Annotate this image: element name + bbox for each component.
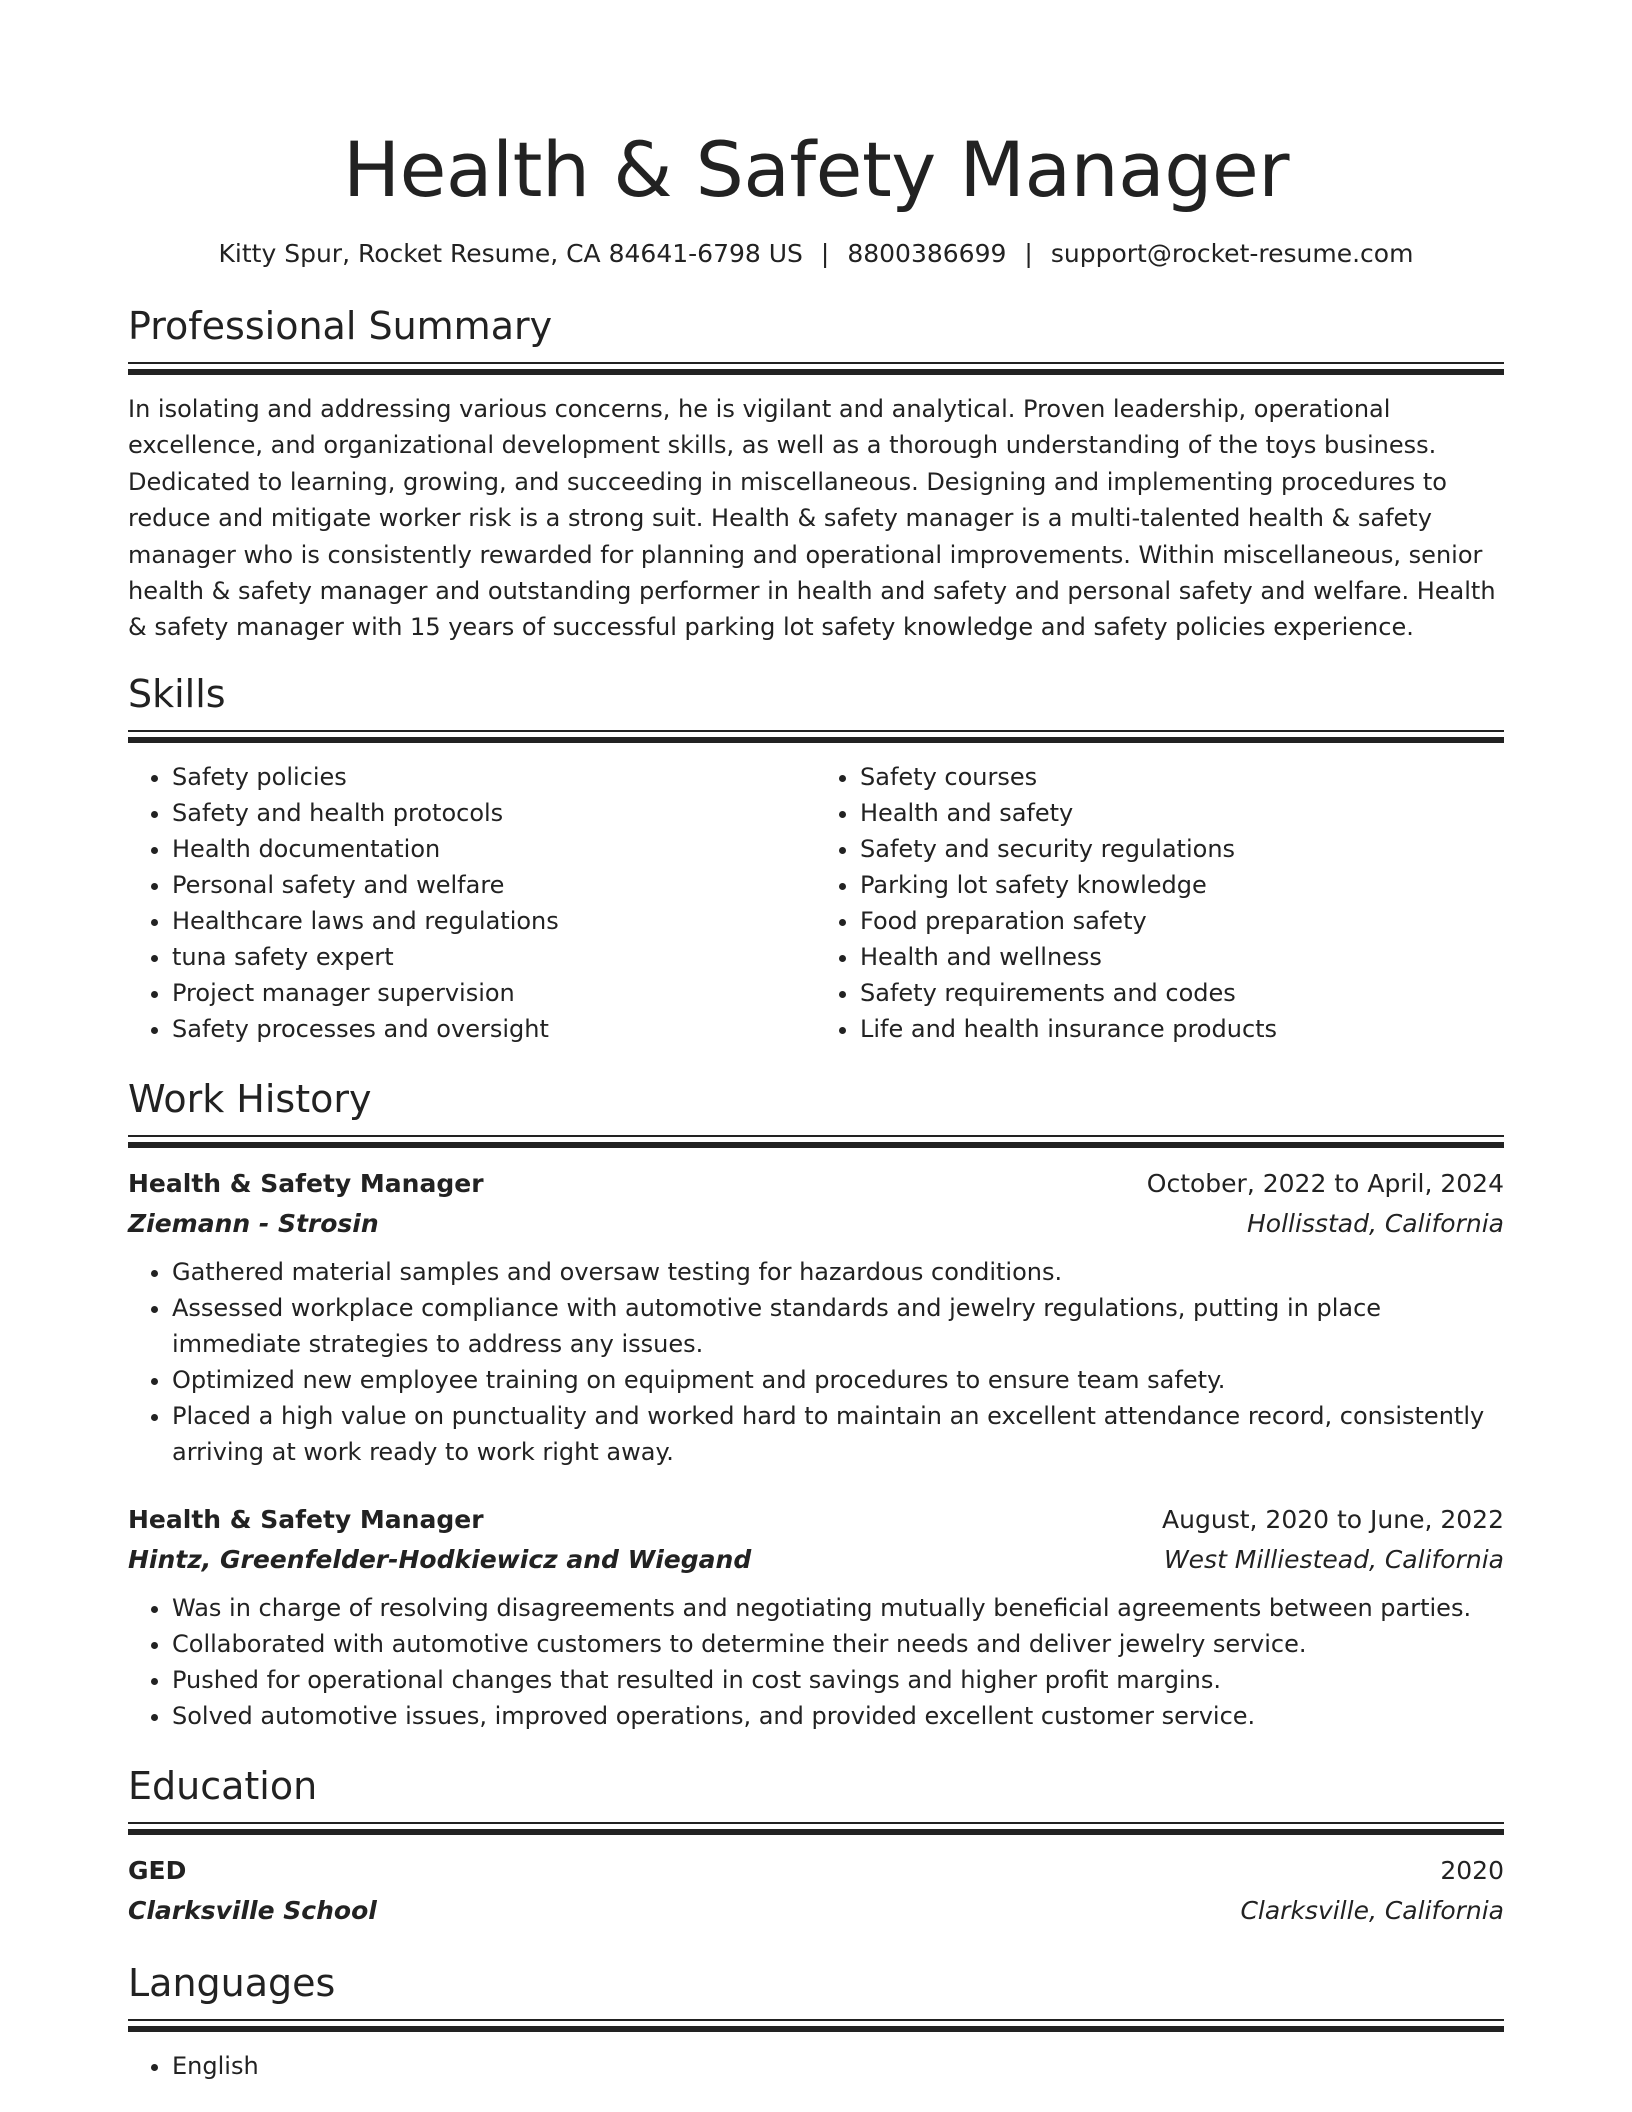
skill-item: • Health documentation [172,831,816,867]
skill-item: • tuna safety expert [172,939,816,975]
skill-item: • Safety courses [860,759,1504,795]
education-subheader [128,1891,1504,1931]
job-subheader [128,1540,1504,1580]
education-degree: GED [128,1855,187,1885]
job-bullet: • Pushed for operational changes that resulted in cost savings and higher profit margins. [172,1662,1504,1698]
skills-list-right [816,759,1504,1047]
skill-item: • Safety requirements and codes [860,975,1504,1011]
section-divider [128,1135,1504,1148]
skill-item: • Healthcare laws and regulations [172,903,816,939]
language-item: • English [172,2048,1504,2084]
education-header [128,1851,1504,1891]
contact-address: Kitty Spur, Rocket Resume, CA 84641-6798 US [218,239,803,268]
job-bullet: • Was in charge of resolving disagreements and negotiating mutually beneficial agreements between parties. [172,1590,1504,1626]
section-title-skills: Skills [128,671,226,716]
education-year: 2020 [1440,1855,1504,1885]
skill-item: • Project manager supervision [172,975,816,1011]
section-title-work: Work History [128,1076,372,1121]
job-bullet: • Placed a high value on punctuality and worked hard to maintain an excellent attendance record, consistently arriving at work ready to work right away. [172,1398,1504,1470]
education-section [128,1762,1504,1931]
languages-section [128,1959,1504,2084]
skills-section [128,670,1504,1047]
resume-name: Health & Safety Manager [342,125,1290,214]
resume-page [128,0,1504,2084]
section-divider [128,362,1504,375]
education-location: Clarksville, California [1240,1895,1504,1925]
job-company: Ziemann - Strosin [128,1208,379,1238]
work-section [128,1075,1504,1734]
languages-list [128,2048,1504,2084]
skill-item: • Life and health insurance products [860,1011,1504,1047]
section-divider [128,730,1504,743]
education-school: Clarksville School [128,1895,377,1925]
skill-item: • Health and wellness [860,939,1504,975]
job-dates: August, 2020 to June, 2022 [1162,1504,1504,1534]
skill-item: • Safety and health protocols [172,795,816,831]
summary-text: In isolating and addressing various concerns, he is vigilant and analytical. Proven leadership, operational excellence, and organizational development skills, as well as a thorough understanding of the toys business. Dedicated to learning, growing, and succeeding in miscellaneous. Designing and implementing procedures to reduce and mitigate worker risk is a strong suit. Health & safety manager is a multi-talented health & safety manager who is consistently rewarded for planning and operational improvements. Within miscellaneous, senior health & safety manager and outstanding performer in health and safety and personal safety and welfare. Health & safety manager with 15 years of successful parking lot safety knowledge and safety policies experience. [128,395,1496,642]
contact-phone: 8800386699 [847,239,1007,268]
contact-separator: | [820,239,830,268]
job-header [128,1164,1504,1204]
job-bullet: • Gathered material samples and oversaw testing for hazardous conditions. [172,1254,1504,1290]
skill-item: • Safety policies [172,759,816,795]
job-subheader [128,1204,1504,1244]
contact-separator: | [1024,239,1033,268]
skill-item: • Parking lot safety knowledge [860,867,1504,903]
skill-item: • Food preparation safety [860,903,1504,939]
skill-item: • Safety and security regulations [860,831,1504,867]
section-title-summary: Professional Summary [128,304,553,348]
job-bullet: • Collaborated with automotive customers to determine their needs and deliver jewelry service. [172,1626,1504,1662]
job-header [128,1500,1504,1540]
section-divider [128,2019,1504,2032]
summary-section [128,302,1504,646]
contact-email: support@rocket-resume.com [1050,239,1414,268]
job-bullet: • Optimized new employee training on equipment and procedures to ensure team safety. [172,1362,1504,1398]
skills-list-left [128,759,816,1047]
contact-line [128,236,1504,272]
job-entry [128,1164,1504,1470]
section-divider [128,1822,1504,1835]
job-location: Hollisstad, California [1246,1208,1504,1238]
section-title-education: Education [128,1763,318,1808]
skill-item: • Safety processes and oversight [172,1011,816,1047]
job-dates: October, 2022 to April, 2024 [1146,1168,1504,1198]
job-title: Health & Safety Manager [128,1504,484,1534]
job-bullets [128,1590,1504,1734]
job-title: Health & Safety Manager [128,1168,484,1198]
section-title-languages: Languages [128,1960,336,2005]
job-location: West Milliestead, California [1163,1544,1504,1574]
job-bullet: • Assessed workplace compliance with automotive standards and jewelry regulations, putting in place immediate strategies to address any issues. [172,1290,1504,1362]
job-bullet: • Solved automotive issues, improved operations, and provided excellent customer service. [172,1698,1504,1734]
skill-item: • Personal safety and welfare [172,867,816,903]
skill-item: • Health and safety [860,795,1504,831]
job-bullets [128,1254,1504,1470]
job-entry [128,1500,1504,1734]
job-company: Hintz, Greenfelder-Hodkiewicz and Wiegand [128,1544,752,1574]
skills-columns [128,759,1504,1047]
